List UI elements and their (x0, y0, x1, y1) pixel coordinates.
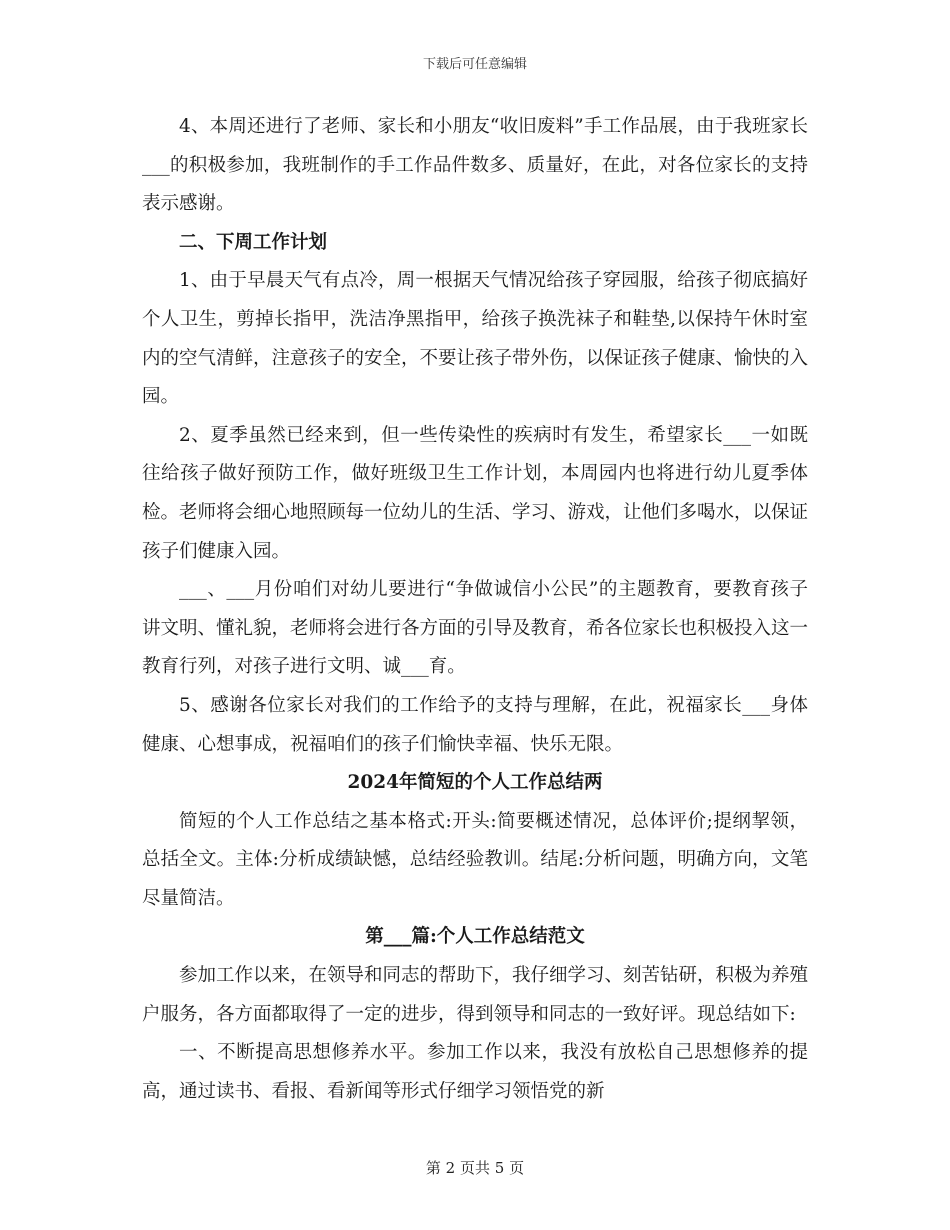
paragraph-plan-1: 1、由于早晨天气有点冷，周一根据天气情况给孩子穿园服，给孩子彻底搞好个人卫生，剪掉长指甲，洗洁净黑指甲，给孩子换洗袜子和鞋垫,以保持午休时室内的空气清鲜，注意孩子的安全，不要让孩子带外伤，以保证孩子健康、愉快的入园。 (142, 270, 809, 408)
paragraph-intro: 参加工作以来，在领导和同志的帮助下，我仔细学习、刻苦钻研，积极为养殖户服务，各方面都取得了一定的进步，得到领导和同志的一致好评。现总结如下: (142, 965, 809, 1025)
paragraph-format: 简短的个人工作总结之基本格式:开头:简要概述情况，总体评价;提纲挈领，总括全文。主体:分析成绩缺憾，总结经验教训。结尾:分析问题，明确方向，文笔尽量简洁。 (142, 810, 808, 909)
page-header: 下载后可任意编辑 (422, 57, 527, 72)
paragraph-section-one: 一、不断提高思想修养水平。参加工作以来，我没有放松自己思想修养的提高，通过读书、看报、看新闻等形式仔细学习领悟党的新 (142, 1042, 808, 1102)
page-number: 第 2 页共 5 页 (425, 1159, 525, 1177)
document-body (142, 108, 808, 1111)
paragraph-plan-5: 5、感谢各位家长对我们的工作给予的支持与理解，在此，祝福家长___身体健康、心想事成，祝福咱们的孩子们愉快幸福、快乐无限。 (142, 694, 808, 755)
paragraph-plan-2: 2、夏季虽然已经来到，但一些传染性的疾病时有发生，希望家长___一如既往给孩子做好预防工作，做好班级卫生工作计划，本周园内也将进行幼儿夏季体检。老师将会细心地照顾每一位幼儿的生活、学习、游戏，让他们多喝水，以保证孩子们健康入园。 (142, 424, 809, 562)
section-heading-next-week-plan: 二、下周工作计划 (179, 231, 328, 253)
article-title: 2024年简短的个人工作总结两 (347, 772, 603, 794)
paragraph-item-4: 4、本周还进行了老师、家长和小朋友“收旧废料”手工作品展，由于我班家长___的积极参加，我班制作的手工作品件数多、质量好，在此，对各位家长的支持表示感谢。 (142, 116, 808, 215)
paragraph-plan-3: ___、___月份咱们对幼儿要进行“争做诚信小公民”的主题教育，要教育孩子讲文明、懂礼貌，老师将会进行各方面的引导及教育，希各位家长也积极投入这一教育行列，对孩子进行文明、诚___育。 (142, 579, 809, 678)
chapter-title: 第___篇:个人工作总结范文 (365, 926, 585, 948)
